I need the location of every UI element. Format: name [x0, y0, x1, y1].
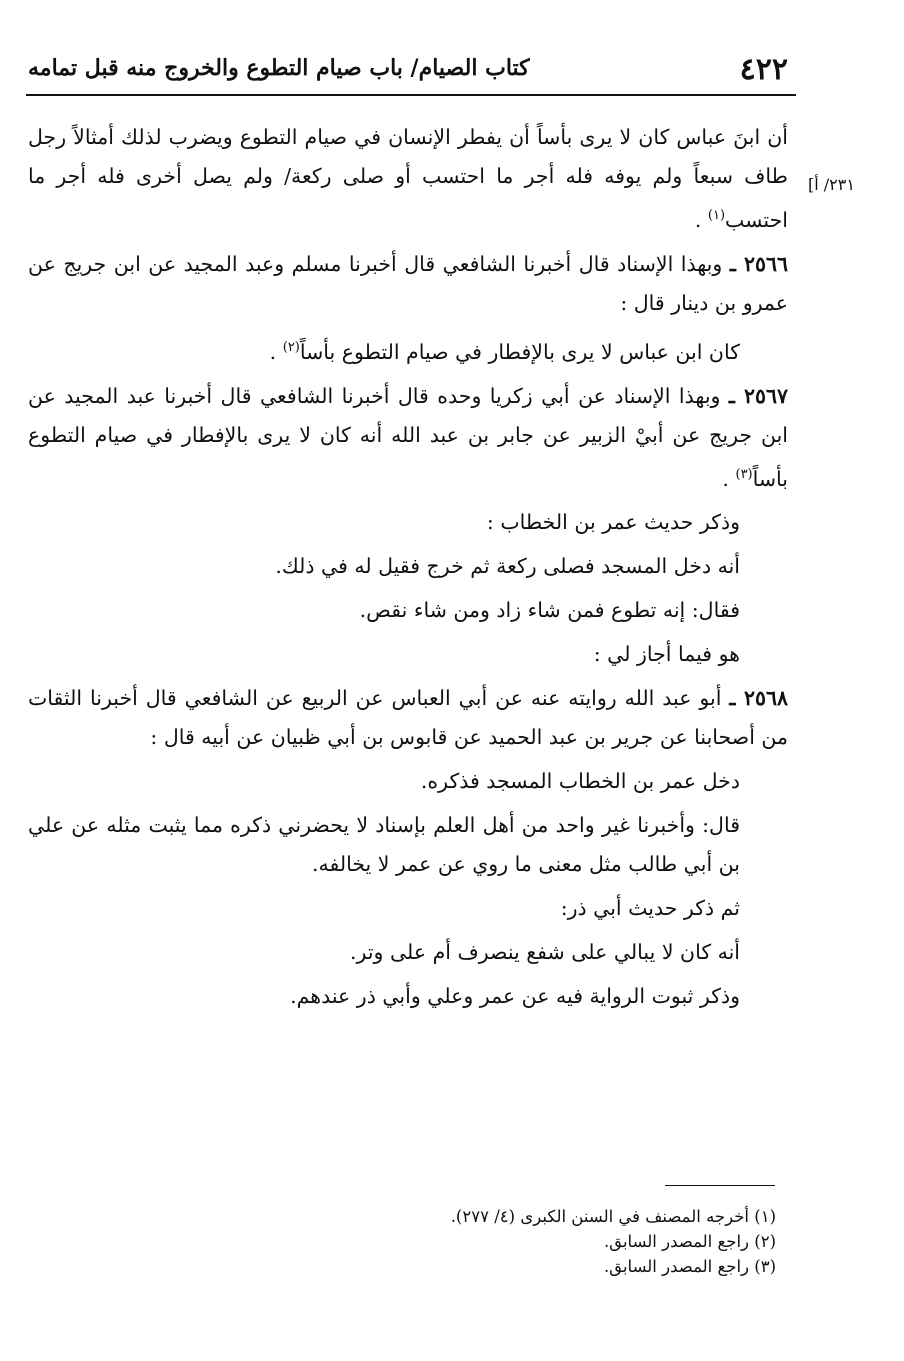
paragraph-text: قال: وأخبرنا غير واحد من أهل العلم بإسناد لا يحضرني ذكره مما يثبت مثله عن علي بن أبي طالب مثل معنى ما روي عن عمر لا يخالفه. — [28, 813, 740, 877]
paragraph — [28, 806, 788, 884]
paragraph-text: دخل عمر بن الخطاب المسجد فذكره. — [420, 769, 740, 794]
paragraph-end: . — [694, 207, 702, 232]
footnote-2: (٢) راجع المصدر السابق. — [603, 1232, 776, 1251]
footnote-1: (١) أخرجه المصنف في السنن الكبرى (٤/ ٢٧٧). — [450, 1207, 776, 1226]
footnotes — [300, 1204, 776, 1279]
footnote-marker: (٢) — [282, 339, 300, 355]
paragraph — [28, 591, 788, 630]
paragraph-text: كان ابن عباس لا يرى بالإفطار في صيام التطوع بأساً — [299, 339, 740, 364]
paragraph-end: . — [722, 466, 729, 491]
paragraph-text: أبو عبد الله روايته عنه عن أبي العباس عن الربيع عن الشافعي قال أخبرنا الثقات من أصحابنا عن جرير بن عبد الحميد عن قابوس بن أبي ظبيان عن أبيه قال : — [28, 686, 788, 750]
paragraph — [28, 933, 788, 972]
hadith-number: ٢٥٦٦ ـ — [729, 251, 788, 276]
footnote-rule — [665, 1185, 775, 1186]
paragraph — [28, 635, 788, 674]
paragraph-text: وذكر ثبوت الرواية فيه عن عمر وعلي وأبي ذر عندهم. — [290, 984, 740, 1009]
paragraph — [28, 245, 788, 323]
paragraph — [28, 377, 788, 499]
page-number: ٤٢٢ — [739, 52, 788, 87]
paragraph-text: أنه كان لا يبالي على شفع ينصرف أم على وتر. — [350, 940, 740, 965]
paragraph — [28, 118, 788, 240]
paragraph — [28, 762, 788, 801]
page-header — [28, 52, 794, 94]
paragraph — [28, 977, 788, 1016]
paragraph-end: . — [269, 339, 277, 364]
paragraph-text: وبهذا الإسناد قال أخبرنا الشافعي قال أخبرنا مسلم وعبد المجيد عن ابن جريج عن عمرو بن دينار قال : — [28, 251, 788, 315]
paragraph-text: أنه دخل المسجد فصلى ركعة ثم خرج فقيل له في ذلك. — [275, 554, 740, 579]
hadith-number: ٢٥٦٧ ـ — [728, 383, 788, 408]
paragraph-text: أن ابنَ عباس كان لا يرى بأساً أن يفطر الإنسان في صيام التطوع ويضرب لذلك أمثالاً رجل طاف سبعاً ولم يوفه فله أجر ما احتسب أو صلى ركعة/ ولم يصل أخرى فله أجر ما احتسب — [28, 125, 788, 232]
paragraph — [28, 889, 788, 928]
running-title: كتاب الصيام/ باب صيام التطوع والخروج منه قبل تمامه — [28, 55, 530, 81]
paragraph-text: ثم ذكر حديث أبي ذر: — [560, 896, 740, 921]
footnote-3: (٣) راجع المصدر السابق. — [603, 1257, 776, 1276]
margin-folio-note: ٢٣١/ أ] — [808, 175, 855, 194]
body-text — [28, 118, 788, 1021]
paragraph-text: هو فيما أجاز لي : — [593, 642, 740, 667]
paragraph-text: وذكر حديث عمر بن الخطاب : — [486, 510, 740, 535]
paragraph — [28, 679, 788, 757]
paragraph-text: فقال: إنه تطوع فمن شاء زاد ومن شاء نقص. — [359, 598, 740, 623]
header-rule — [26, 94, 796, 96]
footnote-marker: (٣) — [735, 466, 753, 482]
paragraph — [28, 328, 788, 372]
paragraph-text: وبهذا الإسناد عن أبي زكريا وحده قال أخبرنا الشافعي قال أخبرنا عبد المجيد عن ابن جريج عن أبيْ الزبير عن جابر بن عبد الله أنه كان لا يرى بالإفطار في صيام التطوع بأساً — [28, 383, 788, 491]
hadith-number: ٢٥٦٨ ـ — [729, 686, 788, 711]
paragraph — [28, 547, 788, 586]
paragraph — [28, 503, 788, 542]
footnote-marker: (١) — [707, 208, 726, 223]
